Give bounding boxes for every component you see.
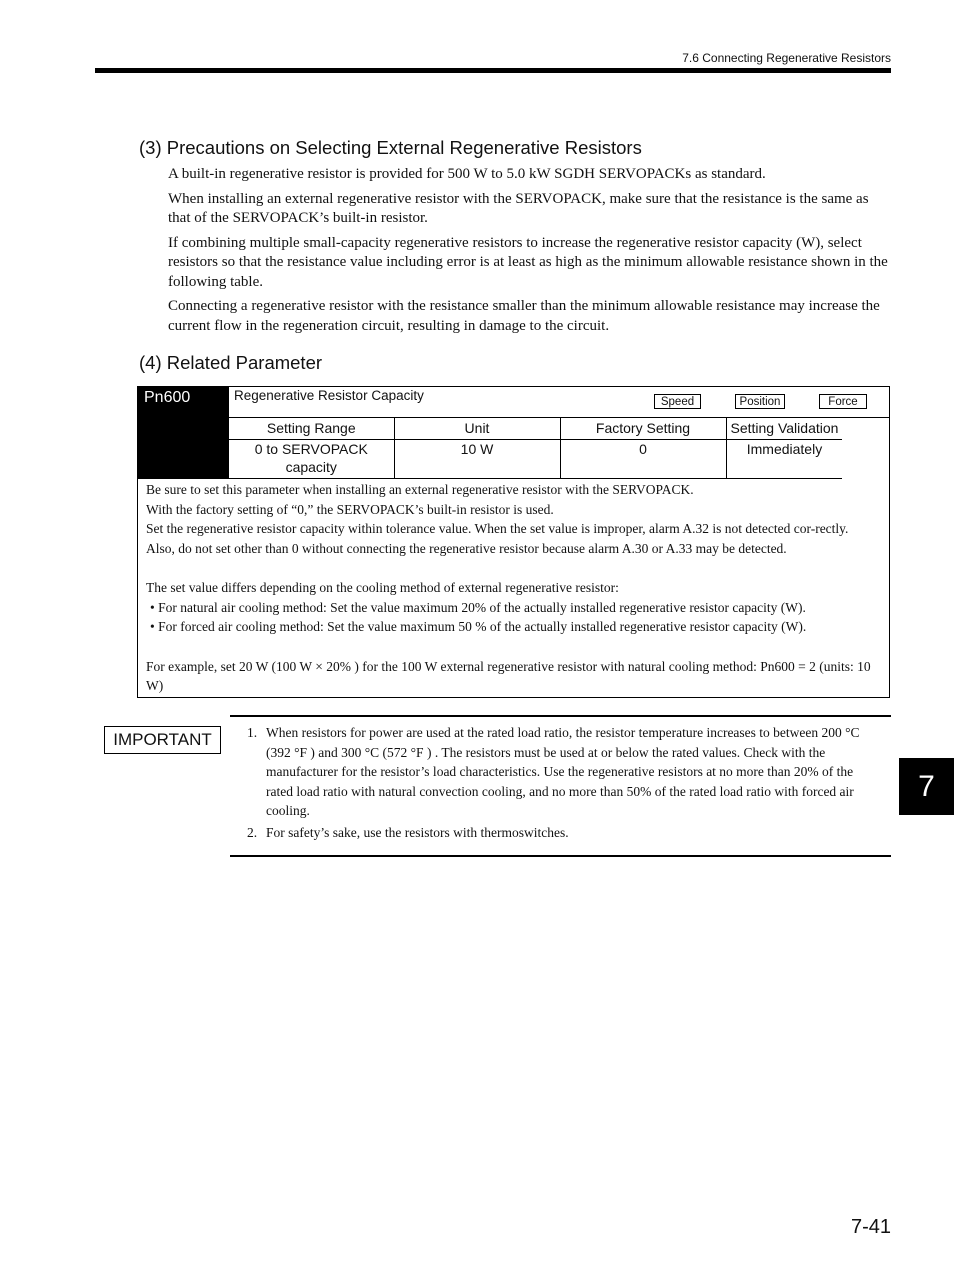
table-header-row <box>229 418 842 439</box>
paragraph: If combining multiple small-capacity regenerative resistors to increase the regenerative resistor capacity (W), select resistors so that the resistance value including error is at least as high as the minimum allowable resistance shown in the following table. <box>168 234 888 290</box>
header-rule <box>95 68 891 73</box>
tag-speed: Speed <box>654 394 701 409</box>
tag-position: Position <box>735 394 785 409</box>
paragraph: Connecting a regenerative resistor with the resistance smaller than the minimum allowable resistance may increase the current flow in the regeneration circuit, resulting in damage to the circuit. <box>168 298 880 334</box>
column-header: Setting Range <box>229 418 394 439</box>
parameter-description <box>146 480 879 696</box>
table-cell: Immediately <box>726 439 842 479</box>
important-label: IMPORTANT <box>104 726 221 754</box>
list-item <box>247 823 869 843</box>
list-item <box>247 723 869 821</box>
parameter-header <box>229 387 889 418</box>
list-text: For safety’s sake, use the resistors with thermoswitches. <box>266 824 569 840</box>
desc-bullet: • For natural air cooling method: Set the value maximum 20% of the actually installed regenerative resistor capacity (W). <box>150 599 806 615</box>
table-cell: 10 W <box>394 439 560 479</box>
paragraph: A built-in regenerative resistor is provided for 500 W to 5.0 kW SGDH SERVOPACKs as standard. <box>168 166 766 182</box>
section-4-title: (4) Related Parameter <box>139 352 323 373</box>
page-number: 7-41 <box>850 1216 891 1238</box>
parameter-table <box>229 418 842 479</box>
paragraph: When installing an external regenerative resistor with the SERVOPACK, make sure that the resistance is the same as that of the SERVOPACK’s built-in resistor. <box>168 190 869 226</box>
section-3-body <box>168 165 890 341</box>
important-list <box>247 723 869 845</box>
table-cell: 0 <box>560 439 726 479</box>
important-rule-bottom <box>230 855 891 857</box>
section-3-title: (3) Precautions on Selecting External Regenerative Resistors <box>139 137 642 158</box>
desc-line: For example, set 20 W (100 W × 20% ) for the 100 W external regenerative resistor with natural cooling method: Pn600 = 2 (units: 10 W) <box>146 658 871 693</box>
desc-line: Set the regenerative resistor capacity within tolerance value. When the set value is improper, alarm A.32 is not detected cor-rectly. Also, do not set other than 0 without connecting the regenerative resistor because alarm A.30 or A.33 may be detected. <box>146 521 849 556</box>
desc-bullet: • For forced air cooling method: Set the value maximum 50 % of the actually installed regenerative resistor capacity (W). <box>150 619 807 634</box>
table-cell: 0 to SERVOPACK capacity <box>229 439 394 479</box>
column-header: Factory Setting <box>560 418 726 439</box>
list-number: 2. <box>247 824 258 840</box>
list-number: 1. <box>247 725 258 740</box>
important-rule-top <box>230 715 891 717</box>
list-text: When resistors for power are used at the rated load ratio, the resistor temperature increases to between 200 °C (392 °F ) and 300 °C (572 °F ) . The resistors must be used at or below the rated values. Check with the manufacturer for the resistor’s load characteristics. Use the regenerative resistors at no more than 20% of the rated load ratio with natural convection cooling, and no more than 50% of the rated load ratio with forced air cooling. <box>266 725 860 819</box>
tag-force: Force <box>819 394 867 409</box>
parameter-box <box>137 386 890 698</box>
column-header: Unit <box>394 418 560 439</box>
desc-line: With the factory setting of “0,” the SERVOPACK’s built-in resistor is used. <box>146 501 554 517</box>
desc-line: Be sure to set this parameter when installing an external regenerative resistor with the SERVOPACK. <box>146 482 694 497</box>
parameter-id: Pn600 <box>138 387 229 479</box>
desc-line: The set value differs depending on the cooling method of external regenerative resistor: <box>146 580 619 595</box>
chapter-tab: 7 <box>899 758 954 815</box>
table-row <box>229 439 842 479</box>
running-header: 7.6 Connecting Regenerative Resistors <box>682 51 891 65</box>
column-header: Setting Validation <box>726 418 842 439</box>
parameter-name: Regenerative Resistor Capacity <box>234 388 424 403</box>
